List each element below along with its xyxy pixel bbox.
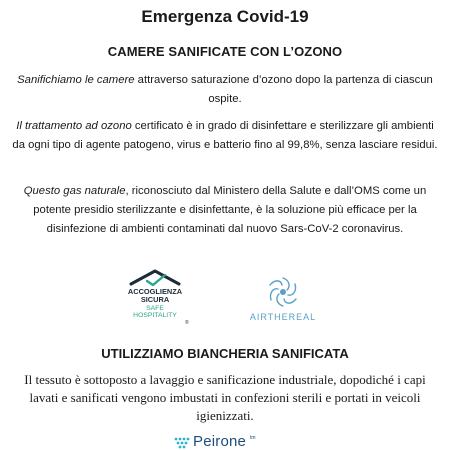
section-heading-ozone: CAMERE SANIFICATE CON L’OZONO xyxy=(107,44,343,59)
paragraph-lead-italic: Il trattamento ad ozono xyxy=(16,120,132,132)
page-title: Emergenza Covid-19 xyxy=(141,7,309,26)
house-roof-icon xyxy=(129,268,181,288)
paragraph-body: certificato è in grado di disinfettare e sterilizzare gli ambienti da ogni tipo di agente patogeno, virus e batterio fino al 99,8%, senza lasciare residui. xyxy=(12,120,438,151)
paragraph-lead-italic: Sanifichiamo le camere xyxy=(17,74,135,86)
airthereal-logo xyxy=(243,274,323,334)
logo-text-accoglienza: ACCOGLIENZA xyxy=(127,287,183,296)
paragraph-natural-gas xyxy=(12,182,438,239)
paragraph-ozone-treatment xyxy=(12,117,438,155)
section-heading-linen: UTILIZZIAMO BIANCHERIA SANIFICATA xyxy=(101,346,349,361)
logo-text-sicura: SICURA xyxy=(140,295,170,304)
paragraph-lead-italic: Questo gas naturale xyxy=(23,185,126,197)
accoglienza-sicura-logo xyxy=(115,268,195,334)
paragraph-body: , riconosciuto dal Ministero della Salute e dall’OMS come un potente presidio sterilizzante e disinfettante, è la soluzione più efficace per la disinfezione di ambienti contaminati dal nuovo Sars-CoV-2 coronavirus. xyxy=(33,185,427,235)
registered-mark: ® xyxy=(185,320,189,326)
airthereal-swirl-icon xyxy=(265,274,301,310)
logo-text-safe: SAFE xyxy=(146,305,164,312)
peirone-dots-icon xyxy=(174,437,191,449)
peirone-trademark: tm xyxy=(250,435,256,441)
peirone-wordmark: Peirone xyxy=(193,433,247,450)
paragraph-body: attraverso saturazione d’ozono dopo la partenza di ciascun ospite. xyxy=(134,74,433,105)
logo-text-hospitality: HOSPITALITY xyxy=(133,312,177,319)
airthereal-wordmark: AIRTHEREAL xyxy=(249,312,317,322)
paragraph-ozone-rooms xyxy=(12,71,438,109)
paragraph-linen: Il tessuto è sottoposto a lavaggio e sanificazione industriale, dopodiché i capi lavati e sanificati vengono imbustati in confezioni sterili e portati in veicoli igienizzati. xyxy=(24,372,426,423)
peirone-logo xyxy=(174,433,284,450)
